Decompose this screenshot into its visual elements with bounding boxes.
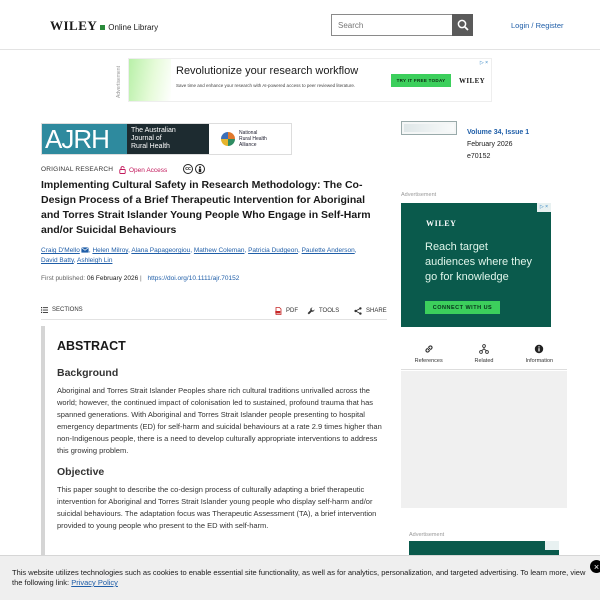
partner-name-line: National xyxy=(239,130,258,136)
article-toolbar xyxy=(41,305,387,320)
issue-date: February 2026 xyxy=(467,141,513,148)
link-icon xyxy=(424,344,434,354)
objective-heading: Objective xyxy=(57,466,105,478)
side-tabs xyxy=(401,340,567,370)
pdf-icon xyxy=(275,307,282,315)
license-icons[interactable] xyxy=(183,164,205,174)
doi-link[interactable]: https://doi.org/10.1111/ajr.70152 xyxy=(147,275,240,282)
cc-icon: cc xyxy=(183,164,193,174)
privacy-policy-link[interactable]: Privacy Policy xyxy=(71,578,118,587)
share-button[interactable] xyxy=(354,307,387,315)
article-type: ORIGINAL RESEARCH xyxy=(41,166,114,173)
tab-related[interactable] xyxy=(456,340,511,369)
journal-abbrev: AJRH xyxy=(42,124,127,154)
abstract-heading: ABSTRACT xyxy=(57,339,126,353)
cookie-text: This website utilizes technologies such as cookies to enable essential site functionality, as well as for analytics, personalization, and targeted advertising. To learn more, view the following link: xyxy=(12,568,586,587)
article-number: e70152 xyxy=(467,153,491,160)
author-link[interactable]: Paulette Anderson xyxy=(301,247,355,254)
cookie-message xyxy=(12,568,587,588)
side-ad-text: Reach target audiences where they go for knowledge xyxy=(425,241,533,283)
author-link[interactable]: Craig D'Mello xyxy=(41,247,80,254)
hierarchy-icon xyxy=(479,344,489,354)
wiley-online-library-logo[interactable] xyxy=(50,18,158,34)
tools-button[interactable] xyxy=(307,307,339,315)
background-text: Aboriginal and Torres Strait Islander Peoples share rich cultural traditions unrivalled across the world; however, the continued impact of colonisation led to sustained, profound trauma that has spanned generations. With Aboriginal and Torres Strait Islander people presenting to hospital emergency departments (ED) for self-harm and suicidal behaviours at a rate 2.9 times higher than non-Indigenous people, there is a need to develop culturally appropriate interventions to address this growing problem. xyxy=(57,386,382,455)
search-icon xyxy=(457,19,469,31)
pdf-button[interactable] xyxy=(275,307,298,315)
ad-choices-icon[interactable]: ▷ × xyxy=(537,203,551,212)
ad-subtext: Save time and enhance your research with AI-powered access to peer reviewed literature. xyxy=(176,83,356,88)
tab-information[interactable] xyxy=(512,340,567,369)
issue-info xyxy=(467,127,529,163)
journal-name-line: The Australian xyxy=(131,127,176,134)
author-link[interactable]: Patricia Dudgeon xyxy=(248,247,298,254)
nrha-logo-icon xyxy=(221,132,235,146)
search-button[interactable] xyxy=(452,14,473,36)
partner-name xyxy=(239,130,267,148)
side-ad-label: Advertisement xyxy=(401,192,437,198)
info-icon xyxy=(534,344,544,354)
author-link[interactable]: Alana Papageorgiou xyxy=(131,247,191,254)
objective-text: This paper sought to describe the co-design process of culturally adapting a brief therapeutic intervention for Aboriginal and Torres Strait Islander young people who display self-harm and/or suicidal behaviours. The adaptation focus was Therapeutic Assessment (TA), a brief intervention provided to young people who present to the ED with self-harm. xyxy=(57,485,377,530)
first-published-date: 06 February 2026 xyxy=(86,275,139,282)
ad-choices-icon[interactable] xyxy=(545,541,559,550)
logo-brand: WILEY xyxy=(50,18,98,33)
tab-information-label: Information xyxy=(525,358,554,364)
side-tab-panel xyxy=(401,371,567,508)
share-icon xyxy=(354,307,362,315)
tools-label: TOOLS xyxy=(319,308,340,314)
share-label: SHARE xyxy=(366,308,387,314)
author-link[interactable]: Ashleigh Lin xyxy=(77,257,113,264)
volume-issue-link[interactable]: Volume 34, Issue 1 xyxy=(467,129,530,136)
tab-related-label: Related xyxy=(474,358,494,364)
journal-name-line: Rural Health xyxy=(131,143,170,150)
ad-headline: Revolutionize your research workflow xyxy=(176,65,359,77)
cookie-banner xyxy=(0,555,600,600)
side-ad-brand: WILEY xyxy=(426,219,457,228)
ad-gradient-stripe xyxy=(129,59,171,102)
author-link[interactable]: David Batty xyxy=(41,257,74,264)
ad-choices-icon[interactable]: ▷ × xyxy=(479,60,488,66)
partner-name-line: Rural Health xyxy=(239,136,267,142)
logo-dot xyxy=(100,25,105,30)
author-list: Craig D'Mello , Helen Milroy, Alana Papageorgiou, Mathew Coleman, Patricia Dudgeon, Paulette Anderson, David Batty, Ashleigh Lin xyxy=(41,247,357,264)
search-input[interactable] xyxy=(331,14,452,36)
author-link[interactable]: Mathew Coleman xyxy=(193,247,245,254)
close-icon: × xyxy=(593,561,600,572)
site-header xyxy=(0,0,600,50)
side-ad2-label: Advertisement xyxy=(409,532,445,538)
journal-cover-thumbnail[interactable] xyxy=(401,121,457,135)
journal-name-line: Journal of xyxy=(131,135,162,142)
pdf-label: PDF xyxy=(286,308,298,314)
partner-logo xyxy=(209,124,291,154)
partner-name-line: Alliance xyxy=(239,142,257,148)
by-icon xyxy=(195,164,205,174)
tab-references-label: References xyxy=(414,358,443,364)
separator: | xyxy=(140,275,142,282)
background-heading: Background xyxy=(57,367,119,379)
open-access-label: Open Access xyxy=(129,166,168,174)
author-link[interactable]: Helen Milroy xyxy=(92,247,129,254)
open-access-badge[interactable] xyxy=(119,166,167,174)
list-icon xyxy=(41,307,48,313)
open-lock-icon xyxy=(119,166,126,174)
login-register-link[interactable]: Login / Register xyxy=(511,21,564,30)
side-ad-cta-button[interactable]: CONNECT WITH US xyxy=(425,301,500,314)
ad-cta-button[interactable]: TRY IT FREE TODAY xyxy=(391,74,451,87)
sections-button[interactable] xyxy=(41,307,83,313)
article-title: Implementing Cultural Safety in Research Methodology: The Co-Design Process of a Brief Therapeutic Intervention for Aboriginal and Torres Strait Islander Young People Who Engage in Self-Harm and/or Suicidal Behaviours xyxy=(41,179,371,236)
journal-name xyxy=(127,124,209,154)
top-ad-label: Advertisement xyxy=(116,66,122,98)
publication-info xyxy=(41,275,239,282)
top-advertisement[interactable] xyxy=(128,58,492,102)
logo-product: Online Library xyxy=(108,23,159,32)
sections-label: SECTIONS xyxy=(52,307,83,313)
first-published-label: First published: xyxy=(41,275,86,282)
tab-references[interactable] xyxy=(401,340,456,369)
cookie-close-button[interactable] xyxy=(590,560,600,573)
side-advertisement[interactable] xyxy=(401,203,551,327)
wrench-icon xyxy=(307,307,315,315)
email-icon[interactable] xyxy=(81,247,89,253)
ad-brand: WILEY xyxy=(459,77,486,85)
journal-banner[interactable] xyxy=(41,123,292,155)
